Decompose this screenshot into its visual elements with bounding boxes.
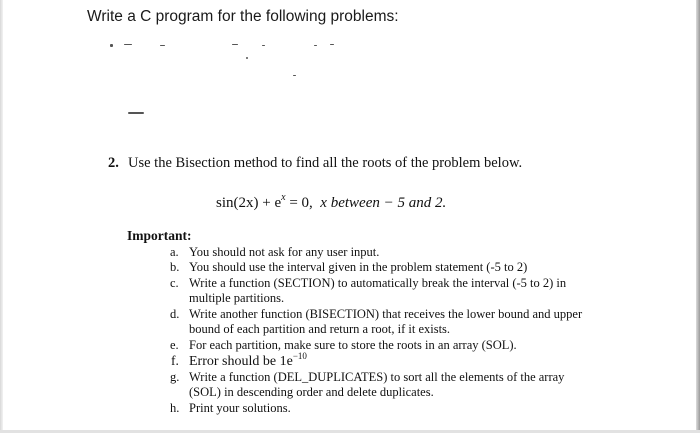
error-exponent: −10 — [292, 351, 307, 361]
equation-rhs: = 0, — [285, 195, 313, 211]
question-text: Use the Bisection method to find all the roots of the problem below. — [128, 155, 523, 171]
list-item-label: d. — [170, 307, 180, 321]
page-heading: Write a C program for the following problems: — [87, 8, 399, 25]
list-item-text-continued: multiple partitions. — [189, 291, 285, 305]
list-item-label: c. — [170, 276, 179, 290]
list-item-text — [189, 351, 307, 370]
list-item-text: For each partition, make sure to store the roots in an array (SOL). — [189, 338, 517, 352]
right-frame-edge — [696, 0, 700, 433]
list-item-text: Write a function (SECTION) to automatically break the interval (-5 to 2) in — [189, 276, 567, 290]
list-item-text: Write another function (BISECTION) that receives the lower bound and upper — [189, 307, 583, 321]
list-item-label: b. — [170, 260, 180, 274]
equation — [216, 192, 446, 212]
equation-exponent: x — [281, 192, 286, 203]
question-number: 2. — [108, 155, 119, 171]
list-item-label: g. — [170, 370, 180, 384]
list-item-label: a. — [170, 245, 179, 259]
list-item-text: Print your solutions. — [189, 401, 291, 415]
equation-range: x between − 5 and 2. — [320, 195, 447, 211]
important-title: Important: — [127, 228, 192, 243]
equation-lhs: sin(2x) + e — [216, 195, 282, 211]
list-item-text: Write a function (DEL_DUPLICATES) to sort all the elements of the array — [189, 370, 565, 384]
list-item-text-continued: (SOL) in descending order and delete duplicates. — [189, 385, 434, 399]
list-item-label: f. — [171, 353, 179, 368]
list-item-text: You should not ask for any user input. — [189, 245, 380, 259]
list-item-text: You should use the interval given in the problem statement (-5 to 2) — [189, 260, 528, 274]
list-item-text-continued: bound of each partition and return a root, if it exists. — [189, 322, 451, 336]
error-text: Error should be 1e — [189, 354, 293, 369]
list-item-label: h. — [170, 401, 180, 415]
left-frame-edge — [0, 0, 3, 433]
list-item-label: e. — [170, 338, 179, 352]
